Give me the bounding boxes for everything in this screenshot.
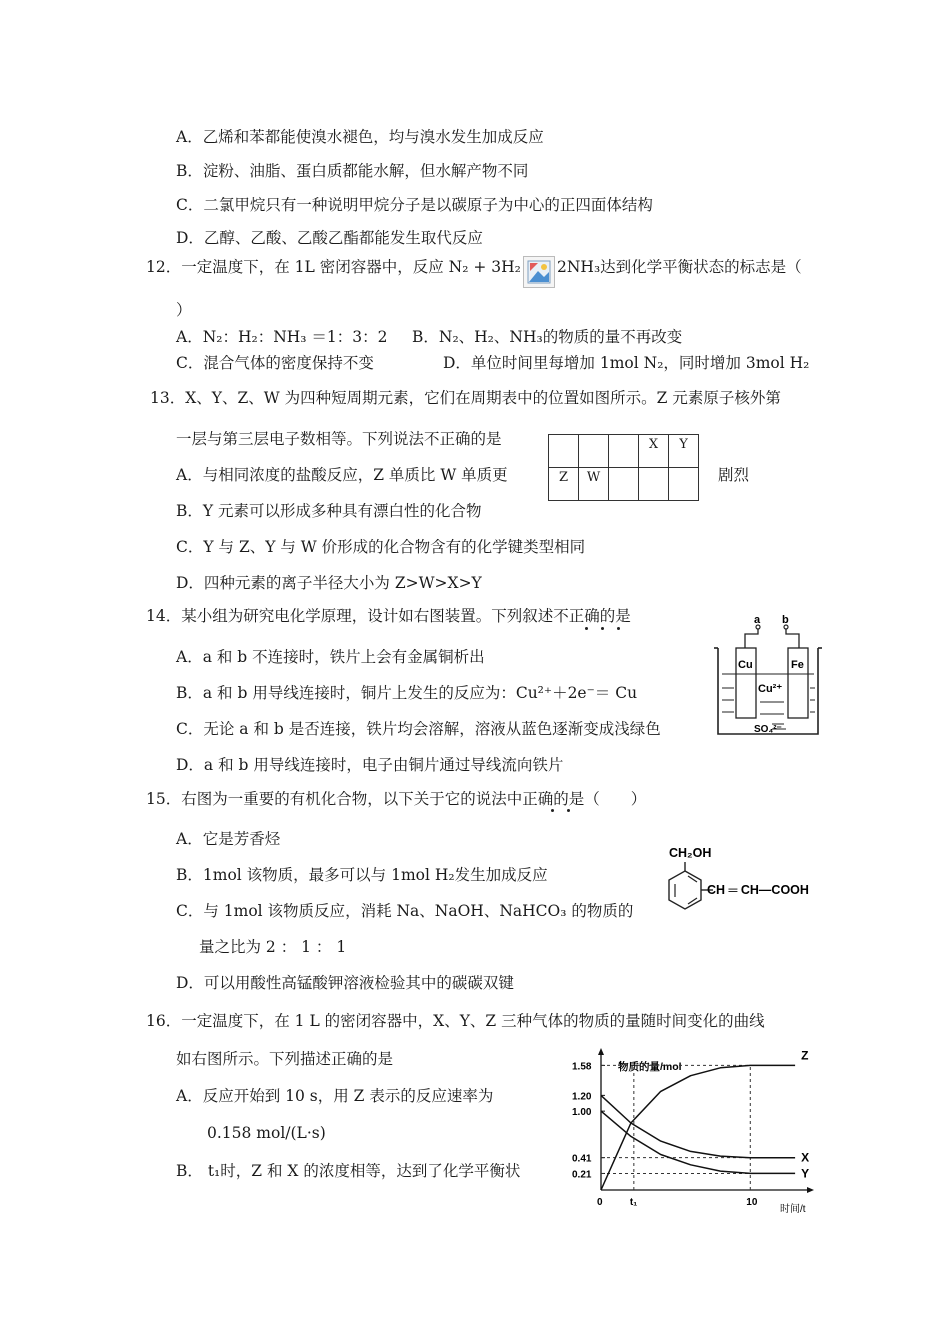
periodic-table-fragment: [548, 434, 699, 501]
broken-image-icon: [523, 256, 555, 288]
x-tick-label: 0: [597, 1197, 603, 1208]
q13-option-d: D．四种元素的离子半径大小为 Z>W>X>Y: [176, 574, 482, 592]
q12-stem-post: 2NH₃达到化学平衡状态的标志是（: [557, 258, 802, 276]
y-tick-label: 1.00: [572, 1107, 592, 1119]
q15-option-b: B．1mol 该物质，最多可以与 1mol H₂发生加成反应: [176, 866, 548, 884]
q15-option-d: D．可以用酸性高锰酸钾溶液检验其中的碳碳双键: [176, 974, 514, 992]
q11-option-b: B．淀粉、油脂、蛋白质都能水解，但水解产物不同: [176, 162, 529, 180]
table-cell-x: X: [639, 435, 669, 468]
amount-vs-time-chart: [570, 1046, 820, 1226]
y-tick-label: 0.41: [572, 1153, 592, 1165]
q11-option-d: D．乙醇、乙酸、乙酸乙酯都能发生取代反应: [176, 229, 483, 247]
emphasis-dot: [601, 627, 604, 630]
q12-option-b: B．N₂、H₂、NH₃的物质的量不再改变: [412, 328, 683, 346]
series-label-x: X: [801, 1150, 810, 1165]
table-cell: [639, 468, 669, 501]
y-axis-arrow: [598, 1048, 604, 1055]
q11-option-a: A．乙烯和苯都能使溴水褪色，均与溴水发生加成反应: [176, 128, 544, 146]
table-cell: [609, 468, 639, 501]
q15-option-c-cont: 量之比为 2 ： 1 ： 1: [199, 938, 347, 956]
q13-option-a-tail: 剧烈: [718, 466, 750, 484]
q13-option-b: B．Y 元素可以形成多种具有漂白性的化合物: [176, 502, 482, 520]
x-axis-arrow: [807, 1187, 814, 1193]
q13-option-c: C．Y 与 Z、Y 与 W 价形成的化合物含有的化学键类型相同: [176, 538, 586, 556]
q12-stem-close: ）: [176, 301, 192, 319]
organic-structure-figure: [655, 840, 825, 930]
q14-option-a: A．a 和 b 不连接时，铁片上会有金属铜析出: [176, 648, 485, 666]
emphasis-dot: [551, 809, 554, 812]
series-line-y: [601, 1111, 795, 1173]
table-cell-z: Z: [549, 468, 579, 501]
cu2plus-label: Cu²⁺: [758, 683, 783, 695]
y-tick-label: 1.58: [572, 1061, 592, 1073]
q15-stem: 15．右图为一重要的有机化合物，以下关于它的说法中正确的是（ ）: [146, 790, 647, 808]
table-cell: [609, 435, 639, 468]
terminal-a-label: a: [754, 614, 761, 626]
y-tick-label: 1.20: [572, 1091, 592, 1103]
series-label-z: Z: [801, 1048, 809, 1063]
q16-stem-line1: 16．一定温度下，在 1 L 的密闭容器中，X、Y、Z 三种气体的物质的量随时间变化的曲线: [146, 1012, 765, 1030]
x-axis-label: 时间/t: [780, 1204, 806, 1215]
electrochemical-cell-figure: [712, 610, 824, 740]
series-line-z: [601, 1065, 795, 1190]
q16-option-b: B． t₁时，Z 和 X 的浓度相等，达到了化学平衡状: [176, 1162, 521, 1180]
q16-stem-line2: 如右图所示。下列描述正确的是: [176, 1050, 394, 1068]
q14-option-b: B．a 和 b 用导线连接时，铜片上发生的反应为：Cu²⁺＋2e⁻＝ Cu: [176, 684, 638, 702]
emphasis-dot: [617, 627, 620, 630]
y-axis-label: 物质的量/mol: [618, 1061, 682, 1073]
q14-stem: 14．某小组为研究电化学原理，设计如右图装置。下列叙述不正确的是: [146, 607, 631, 625]
emphasis-dot: [567, 809, 570, 812]
table-cell: [669, 468, 699, 501]
q14-option-d: D．a 和 b 用导线连接时，电子由铜片通过导线流向铁片: [176, 756, 564, 774]
q11-option-c: C．二氯甲烷只有一种说明甲烷分子是以碳原子为中心的正四面体结构: [176, 196, 653, 214]
table-cell-y: Y: [669, 435, 699, 468]
side-chain-label: CH ═ CH—COOH: [707, 883, 809, 897]
fe-electrode-label: Fe: [791, 659, 804, 671]
terminal-b-label: b: [782, 614, 789, 626]
x-tick-label: 10: [746, 1197, 758, 1208]
q13-option-a: A．与相同浓度的盐酸反应，Z 单质比 W 单质更: [176, 466, 508, 484]
q15-option-a: A．它是芳香烃: [176, 830, 281, 848]
q13-stem-line1: 13．X、Y、Z、W 为四种短周期元素，它们在周期表中的位置如图所示。Z 元素原子核外第: [150, 389, 781, 407]
ch2oh-group-label: CH₂OH: [669, 846, 712, 860]
q16-option-a-cont: 0.158 mol/(L·s): [207, 1124, 326, 1142]
q12-option-d: D．单位时间里每增加 1mol N₂，同时增加 3mol H₂: [443, 354, 810, 372]
q15-option-c: C．与 1mol 该物质反应，消耗 Na、NaOH、NaHCO₃ 的物质的: [176, 902, 634, 920]
x-tick-label: t₁: [629, 1197, 638, 1208]
q13-stem-line2: 一层与第三层电子数相等。下列说法不正确的是: [176, 430, 502, 448]
series-label-y: Y: [801, 1166, 810, 1181]
y-tick-label: 0.21: [572, 1169, 592, 1181]
table-cell-w: W: [579, 468, 609, 501]
q12-option-c: C．混合气体的密度保持不变: [176, 354, 374, 372]
sulfate-label: SO₄²⁻: [754, 724, 782, 735]
q12-option-a: A．N₂：H₂：NH₃ ＝1：3：2: [176, 328, 388, 346]
q14-option-c: C．无论 a 和 b 是否连接，铁片均会溶解，溶液从蓝色逐渐变成浅绿色: [176, 720, 661, 738]
cu-electrode-label: Cu: [738, 659, 753, 671]
q12-stem-pre: 12．一定温度下，在 1L 密闭容器中，反应 N₂ + 3H₂: [146, 258, 521, 276]
q16-option-a: A．反应开始到 10 s，用 Z 表示的反应速率为: [176, 1087, 494, 1105]
emphasis-dot: [585, 627, 588, 630]
table-cell: [579, 435, 609, 468]
table-cell: [549, 435, 579, 468]
